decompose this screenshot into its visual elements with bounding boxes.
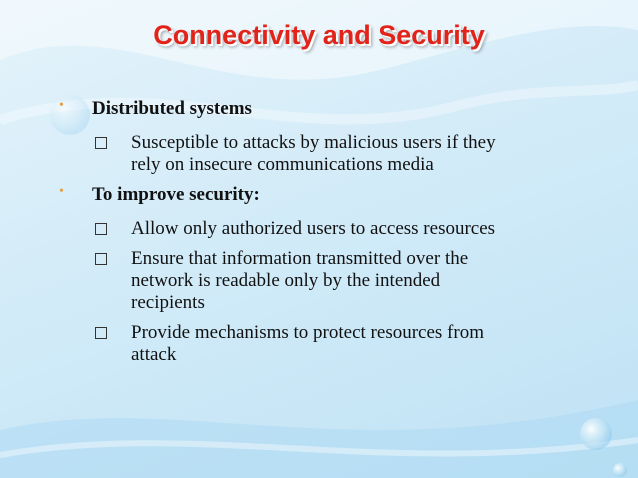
bullet-improve-security [59, 184, 260, 206]
sub-bullet-protect-resources [131, 322, 551, 366]
bullet-dot-icon: • [59, 184, 64, 199]
square-bullet-icon [95, 327, 107, 339]
sub-bullet-line: Ensure that information transmitted over the [131, 248, 469, 269]
sub-bullet-line: Allow only authorized users to access resources [131, 218, 496, 239]
sub-bullet-authorized-users [131, 218, 551, 240]
sub-bullet-line: recipients [131, 292, 205, 313]
sub-bullet-readable-only [131, 248, 551, 314]
sub-bullet-line: rely on insecure communications media [131, 154, 434, 175]
sub-bullet-susceptible [131, 132, 551, 176]
sub-bullet-line: Provide mechanisms to protect resources from [131, 322, 484, 343]
square-bullet-icon [95, 223, 107, 235]
bullet-dot-icon: • [59, 98, 64, 113]
sub-bullet-line: attack [131, 344, 177, 365]
sub-bullet-line: network is readable only by the intended [131, 270, 441, 291]
bullet-distributed-systems [59, 98, 252, 120]
bullet-text: Distributed systems [92, 98, 252, 119]
sub-bullet-line: Susceptible to attacks by malicious users if they [131, 132, 496, 153]
bullet-text: To improve security: [92, 184, 260, 205]
slide-title: Connectivity and Security [153, 20, 485, 50]
square-bullet-icon [95, 253, 107, 265]
square-bullet-icon [95, 137, 107, 149]
